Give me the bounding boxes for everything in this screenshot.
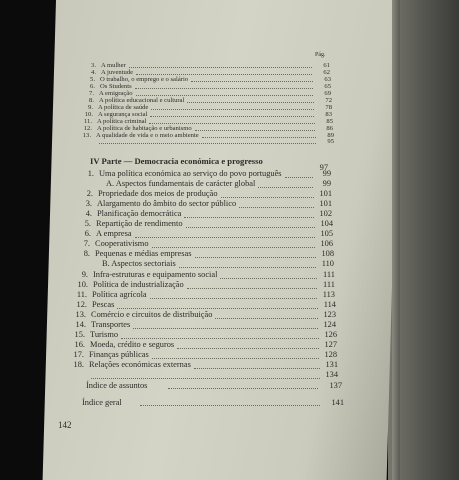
toc-item-page: 61 bbox=[323, 62, 330, 69]
toc-item-number: 2. bbox=[86, 189, 93, 199]
leader-dots bbox=[136, 73, 312, 75]
toc-item-number: 3. bbox=[91, 62, 96, 69]
toc-item-label: A segurança social bbox=[98, 110, 148, 118]
toc-row bbox=[80, 369, 380, 380]
toc-item-label: Turismo bbox=[90, 329, 119, 339]
toc-item-page: 126 bbox=[324, 329, 337, 339]
leader-dots bbox=[168, 387, 318, 389]
page-number: 142 bbox=[58, 420, 72, 430]
toc-item-label: Comércio e circuitos de distribuição bbox=[91, 309, 213, 319]
page-column-label: Pág. bbox=[315, 52, 326, 58]
toc-item-page: 104 bbox=[320, 219, 333, 229]
toc-item-number: 5. bbox=[84, 219, 91, 229]
leader-dots bbox=[187, 101, 314, 103]
leader-dots bbox=[149, 122, 315, 124]
toc-item-label: Repartição de rendimento bbox=[96, 219, 183, 229]
toc-item-page: 111 bbox=[323, 279, 335, 289]
toc-item-label: Moeda, crédito e seguros bbox=[90, 339, 175, 349]
toc-row bbox=[80, 90, 380, 97]
toc-item-number: 6. bbox=[90, 82, 95, 90]
toc-item-label: A juventude bbox=[101, 68, 134, 76]
toc-item-label: A mulher bbox=[101, 62, 126, 69]
toc-item-number: 12. bbox=[76, 299, 87, 309]
leader-dots bbox=[151, 108, 314, 110]
toc-item-page: 127 bbox=[324, 339, 337, 349]
toc-item-page: 102 bbox=[319, 209, 332, 219]
toc-item-number: 16. bbox=[74, 339, 85, 349]
toc-item-number: 8. bbox=[83, 249, 90, 259]
toc-item-label: A política educacional e cultural bbox=[99, 96, 185, 104]
toc-item-label: Alargamento do âmbito do sector público bbox=[97, 199, 237, 209]
toc-item-label: Política de industrialização bbox=[93, 279, 184, 289]
toc-row bbox=[80, 76, 380, 83]
book-gutter bbox=[392, 0, 400, 480]
toc-item-number: 3. bbox=[85, 199, 92, 209]
leader-dots bbox=[99, 142, 316, 144]
leader-dots bbox=[150, 115, 314, 117]
toc-item-page: 69 bbox=[324, 89, 331, 97]
toc-item-page: 128 bbox=[324, 349, 337, 359]
toc-row bbox=[80, 125, 380, 132]
toc-item-page: 123 bbox=[323, 309, 336, 319]
toc-item-number: 18. bbox=[73, 359, 84, 369]
toc-item-page: 72 bbox=[325, 96, 332, 104]
toc-item-number: 10. bbox=[77, 279, 88, 289]
toc-row bbox=[80, 83, 380, 90]
index-general-label: Índice geral bbox=[82, 398, 122, 407]
toc-item-number: 7. bbox=[83, 239, 90, 249]
toc-item-page: 86 bbox=[326, 124, 333, 132]
toc-item-label: A política de saúde bbox=[98, 103, 149, 111]
toc-item-number: 9. bbox=[81, 269, 88, 279]
toc-item-page: 83 bbox=[325, 110, 332, 118]
toc-content bbox=[58, 0, 380, 480]
toc-item-number: 13. bbox=[75, 309, 86, 319]
toc-item-number: 11. bbox=[84, 117, 92, 125]
toc-item-number: 9. bbox=[88, 103, 93, 111]
part-title-text: IV Parte — Democracia económica e progresso bbox=[90, 156, 263, 166]
toc-item-label: Cooperativismo bbox=[95, 239, 149, 249]
toc-row bbox=[80, 138, 380, 145]
toc-item-page: 78 bbox=[325, 103, 332, 111]
toc-item-page: 124 bbox=[323, 319, 336, 329]
toc-row bbox=[80, 111, 380, 118]
toc-item-number: 4. bbox=[85, 209, 92, 219]
toc-item-label: A política criminal bbox=[97, 117, 147, 125]
part-page-number: 97 bbox=[319, 163, 328, 172]
toc-item-page: 101 bbox=[319, 189, 332, 199]
toc-item-number: 4. bbox=[91, 68, 96, 76]
leader-dots bbox=[202, 136, 316, 138]
toc-item-page: 95 bbox=[327, 138, 334, 146]
toc-item-label: Propriedade dos meios de produção bbox=[98, 189, 218, 199]
toc-item-label: Os Students bbox=[100, 82, 132, 90]
toc-item-number: 15. bbox=[74, 329, 85, 339]
index-subjects-page: 137 bbox=[329, 381, 342, 390]
toc-item-page: 62 bbox=[323, 68, 330, 76]
leader-dots bbox=[191, 80, 313, 82]
leader-dots bbox=[129, 66, 312, 68]
toc-item-number: 11. bbox=[76, 289, 87, 299]
toc-item-number: 5. bbox=[90, 75, 95, 83]
toc-item-label: Política agrícola bbox=[92, 289, 147, 299]
leader-dots bbox=[136, 94, 313, 96]
toc-item-label: A empresa bbox=[96, 229, 132, 239]
toc-item-label: Finanças públicas bbox=[89, 349, 149, 359]
toc-item-label: Pequenas e médias empresas bbox=[95, 249, 192, 259]
toc-item-label: Uma política económica ao serviço do povo português bbox=[99, 169, 282, 178]
toc-item-number: 12. bbox=[83, 124, 92, 132]
toc-item-label: Transportes bbox=[91, 319, 131, 329]
toc-item-label: A política de habitação e urbanismo bbox=[97, 124, 192, 132]
toc-item-label: Relações económicas externas bbox=[89, 359, 191, 369]
toc-item-page: 113 bbox=[322, 289, 335, 299]
toc-item-number: 1. bbox=[87, 169, 94, 178]
leader-dots bbox=[91, 377, 320, 379]
toc-item-label: B. Aspectos sectoriais bbox=[102, 259, 176, 269]
toc-item-page: 63 bbox=[324, 75, 331, 83]
toc-item-page: 99 bbox=[322, 169, 331, 178]
toc-item-label: Planificação democrática bbox=[97, 209, 182, 219]
index-general-page: 141 bbox=[331, 398, 344, 407]
leader-dots bbox=[195, 129, 315, 131]
toc-item-page: 134 bbox=[325, 370, 338, 379]
toc-item-number: 14. bbox=[75, 319, 86, 329]
toc-row bbox=[80, 62, 380, 69]
toc-item-page: 85 bbox=[326, 117, 333, 125]
toc-row bbox=[80, 69, 380, 76]
toc-row bbox=[80, 132, 380, 139]
toc-item-page: 65 bbox=[324, 82, 331, 90]
toc-item-number: 13. bbox=[82, 131, 91, 139]
toc-item-label: A emigração bbox=[99, 89, 133, 97]
leader-dots bbox=[135, 87, 313, 89]
toc-item-label: Infra-estruturas e equipamento social bbox=[93, 269, 218, 279]
toc-row bbox=[80, 97, 380, 104]
toc-item-number: 7. bbox=[89, 89, 94, 97]
index-subjects-row bbox=[80, 380, 380, 391]
toc-item-number: 17. bbox=[73, 349, 84, 359]
leader-dots bbox=[140, 404, 320, 406]
toc-row bbox=[80, 118, 380, 125]
index-general-row bbox=[80, 397, 380, 408]
toc-row bbox=[80, 104, 380, 111]
toc-item-page: 99 bbox=[322, 179, 331, 189]
toc-item-number: 6. bbox=[84, 229, 91, 239]
toc-item-page: 108 bbox=[321, 249, 334, 259]
index-subjects-label: Índice de assuntos bbox=[86, 381, 148, 390]
toc-item-page: 110 bbox=[321, 259, 334, 269]
toc-item-page: 89 bbox=[327, 131, 334, 139]
toc-item-page: 131 bbox=[325, 359, 338, 369]
toc-item-label: O trabalho, o emprego e o salário bbox=[100, 75, 189, 83]
toc-item-page: 114 bbox=[323, 299, 336, 309]
toc-item-page: 106 bbox=[320, 239, 333, 249]
toc-item-number: 10. bbox=[84, 110, 93, 118]
toc-item-page: 101 bbox=[319, 199, 332, 209]
toc-item-label: A qualidade de vida e o meio ambiente bbox=[96, 131, 199, 139]
toc-item-number: 8. bbox=[89, 96, 94, 104]
toc-item-label: A. Aspectos fundamentais de carácter global bbox=[106, 179, 256, 189]
toc-item-page: 111 bbox=[323, 269, 335, 279]
toc-item-label: Pescas bbox=[92, 299, 115, 309]
toc-item-page: 105 bbox=[320, 229, 333, 239]
